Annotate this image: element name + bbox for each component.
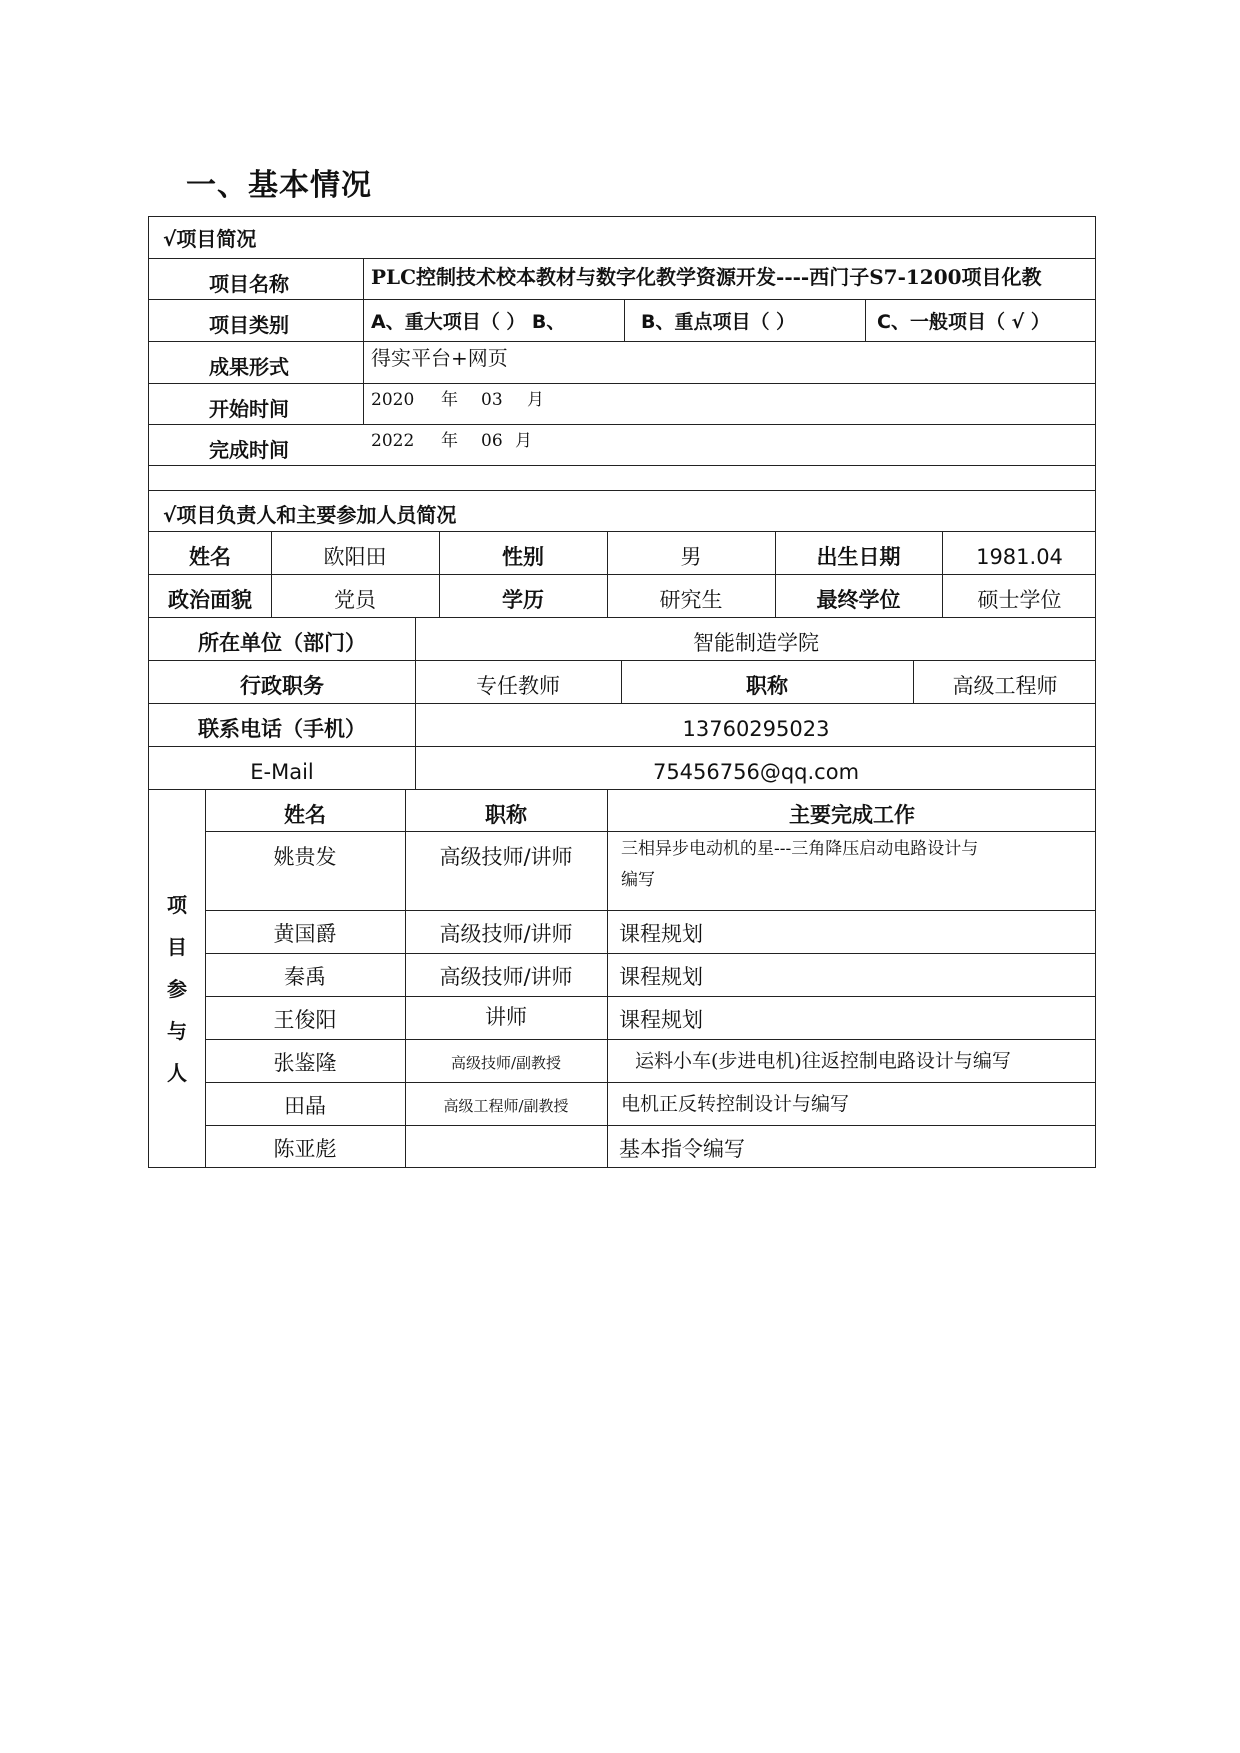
participant-work: 三相异步电动机的星---三角降压启动电路设计与 xyxy=(621,839,979,859)
start-month: 03 xyxy=(481,390,503,410)
leader-name-label: 姓名 xyxy=(189,545,231,569)
admin-post-label: 行政职务 xyxy=(240,674,324,698)
phone-value: 13760295023 xyxy=(682,717,830,741)
start-year: 2020 xyxy=(371,390,415,410)
prof-title-value: 高级工程师 xyxy=(952,674,1058,698)
end-year-unit: 年 xyxy=(441,431,458,451)
participant-work: 运料小车(步进电机)往返控制电路设计与编写 xyxy=(635,1050,1011,1072)
category-major: A、重大项目（ ） B、 xyxy=(371,311,566,333)
participant-name: 王俊阳 xyxy=(273,1008,337,1032)
phone-label: 联系电话（手机） xyxy=(198,717,366,741)
participant-title: 讲师 xyxy=(485,1005,527,1029)
participant-name: 姚贵发 xyxy=(273,845,337,869)
politics-label: 政治面貌 xyxy=(168,588,252,612)
degree-label: 最终学位 xyxy=(816,588,901,612)
unit-label: 所在单位（部门） xyxy=(198,631,366,655)
overview-header: √项目简况 xyxy=(163,227,257,251)
result-form-label: 成果形式 xyxy=(209,355,289,379)
participant-name: 陈亚彪 xyxy=(273,1137,337,1161)
leader-name-value: 欧阳田 xyxy=(323,545,387,569)
prof-title-label: 职称 xyxy=(746,674,788,698)
participant-name: 田晶 xyxy=(284,1094,326,1118)
start-month-unit: 月 xyxy=(527,390,544,410)
participant-name: 张鉴隆 xyxy=(273,1051,337,1075)
category-key: B、重点项目（ ） xyxy=(641,311,796,333)
participant-work: 课程规划 xyxy=(619,1008,703,1032)
degree-value: 硕士学位 xyxy=(977,588,1062,612)
birth-date-label: 出生日期 xyxy=(816,545,901,569)
gender-label: 性别 xyxy=(502,545,544,569)
project-name-label: 项目名称 xyxy=(209,272,289,296)
end-year: 2022 xyxy=(371,431,415,451)
col-title-header: 职称 xyxy=(485,803,527,827)
participant-work: 电机正反转控制设计与编写 xyxy=(621,1093,850,1115)
gender-value: 男 xyxy=(680,545,702,569)
start-time-label: 开始时间 xyxy=(209,397,289,421)
participant-work: 基本指令编写 xyxy=(619,1137,745,1161)
unit-value: 智能制造学院 xyxy=(693,631,819,655)
end-month-unit: 月 xyxy=(515,431,532,451)
participant-title: 高级工程师/副教授 xyxy=(443,1097,569,1115)
admin-post-value: 专任教师 xyxy=(476,674,560,698)
result-form-value: 得实平台+网页 xyxy=(371,346,508,370)
participant-title: 高级技师/副教授 xyxy=(450,1054,562,1072)
participant-name: 黄国爵 xyxy=(273,922,337,946)
col-work-header: 主要完成工作 xyxy=(789,803,915,827)
participant-work-cont: 编写 xyxy=(621,870,655,890)
participant-name: 秦禹 xyxy=(284,965,326,989)
email-label: E-Mail xyxy=(250,760,314,784)
side-label-char: 项 xyxy=(167,893,187,917)
politics-value: 党员 xyxy=(334,588,376,612)
education-value: 研究生 xyxy=(659,588,723,612)
basic-info-table xyxy=(148,216,1096,1168)
start-year-unit: 年 xyxy=(441,390,458,410)
participant-title: 高级技师/讲师 xyxy=(439,922,573,946)
project-category-label: 项目类别 xyxy=(209,313,289,337)
col-name-header: 姓名 xyxy=(284,803,326,827)
leader-header: √项目负责人和主要参加人员简况 xyxy=(163,503,457,527)
category-general: C、一般项目（ √ ） xyxy=(877,311,1050,333)
side-label-char: 人 xyxy=(167,1061,187,1085)
education-label: 学历 xyxy=(502,588,544,612)
side-label-char: 与 xyxy=(167,1019,187,1043)
birth-date-value: 1981.04 xyxy=(976,545,1063,569)
side-label-char: 参 xyxy=(167,977,187,1001)
participant-title: 高级技师/讲师 xyxy=(439,965,573,989)
participant-work: 课程规划 xyxy=(619,965,703,989)
end-time-label: 完成时间 xyxy=(209,438,289,462)
side-label-char: 目 xyxy=(167,935,187,959)
participant-work: 课程规划 xyxy=(619,922,703,946)
project-name-value: PLC控制技术校本教材与数字化教学资源开发----西门子S7-1200项目化教 xyxy=(371,265,1042,289)
section-title: 一、基本情况 xyxy=(186,168,372,203)
email-value: 75456756@qq.com xyxy=(652,760,860,784)
participant-title: 高级技师/讲师 xyxy=(439,845,573,869)
end-month: 06 xyxy=(481,431,503,451)
